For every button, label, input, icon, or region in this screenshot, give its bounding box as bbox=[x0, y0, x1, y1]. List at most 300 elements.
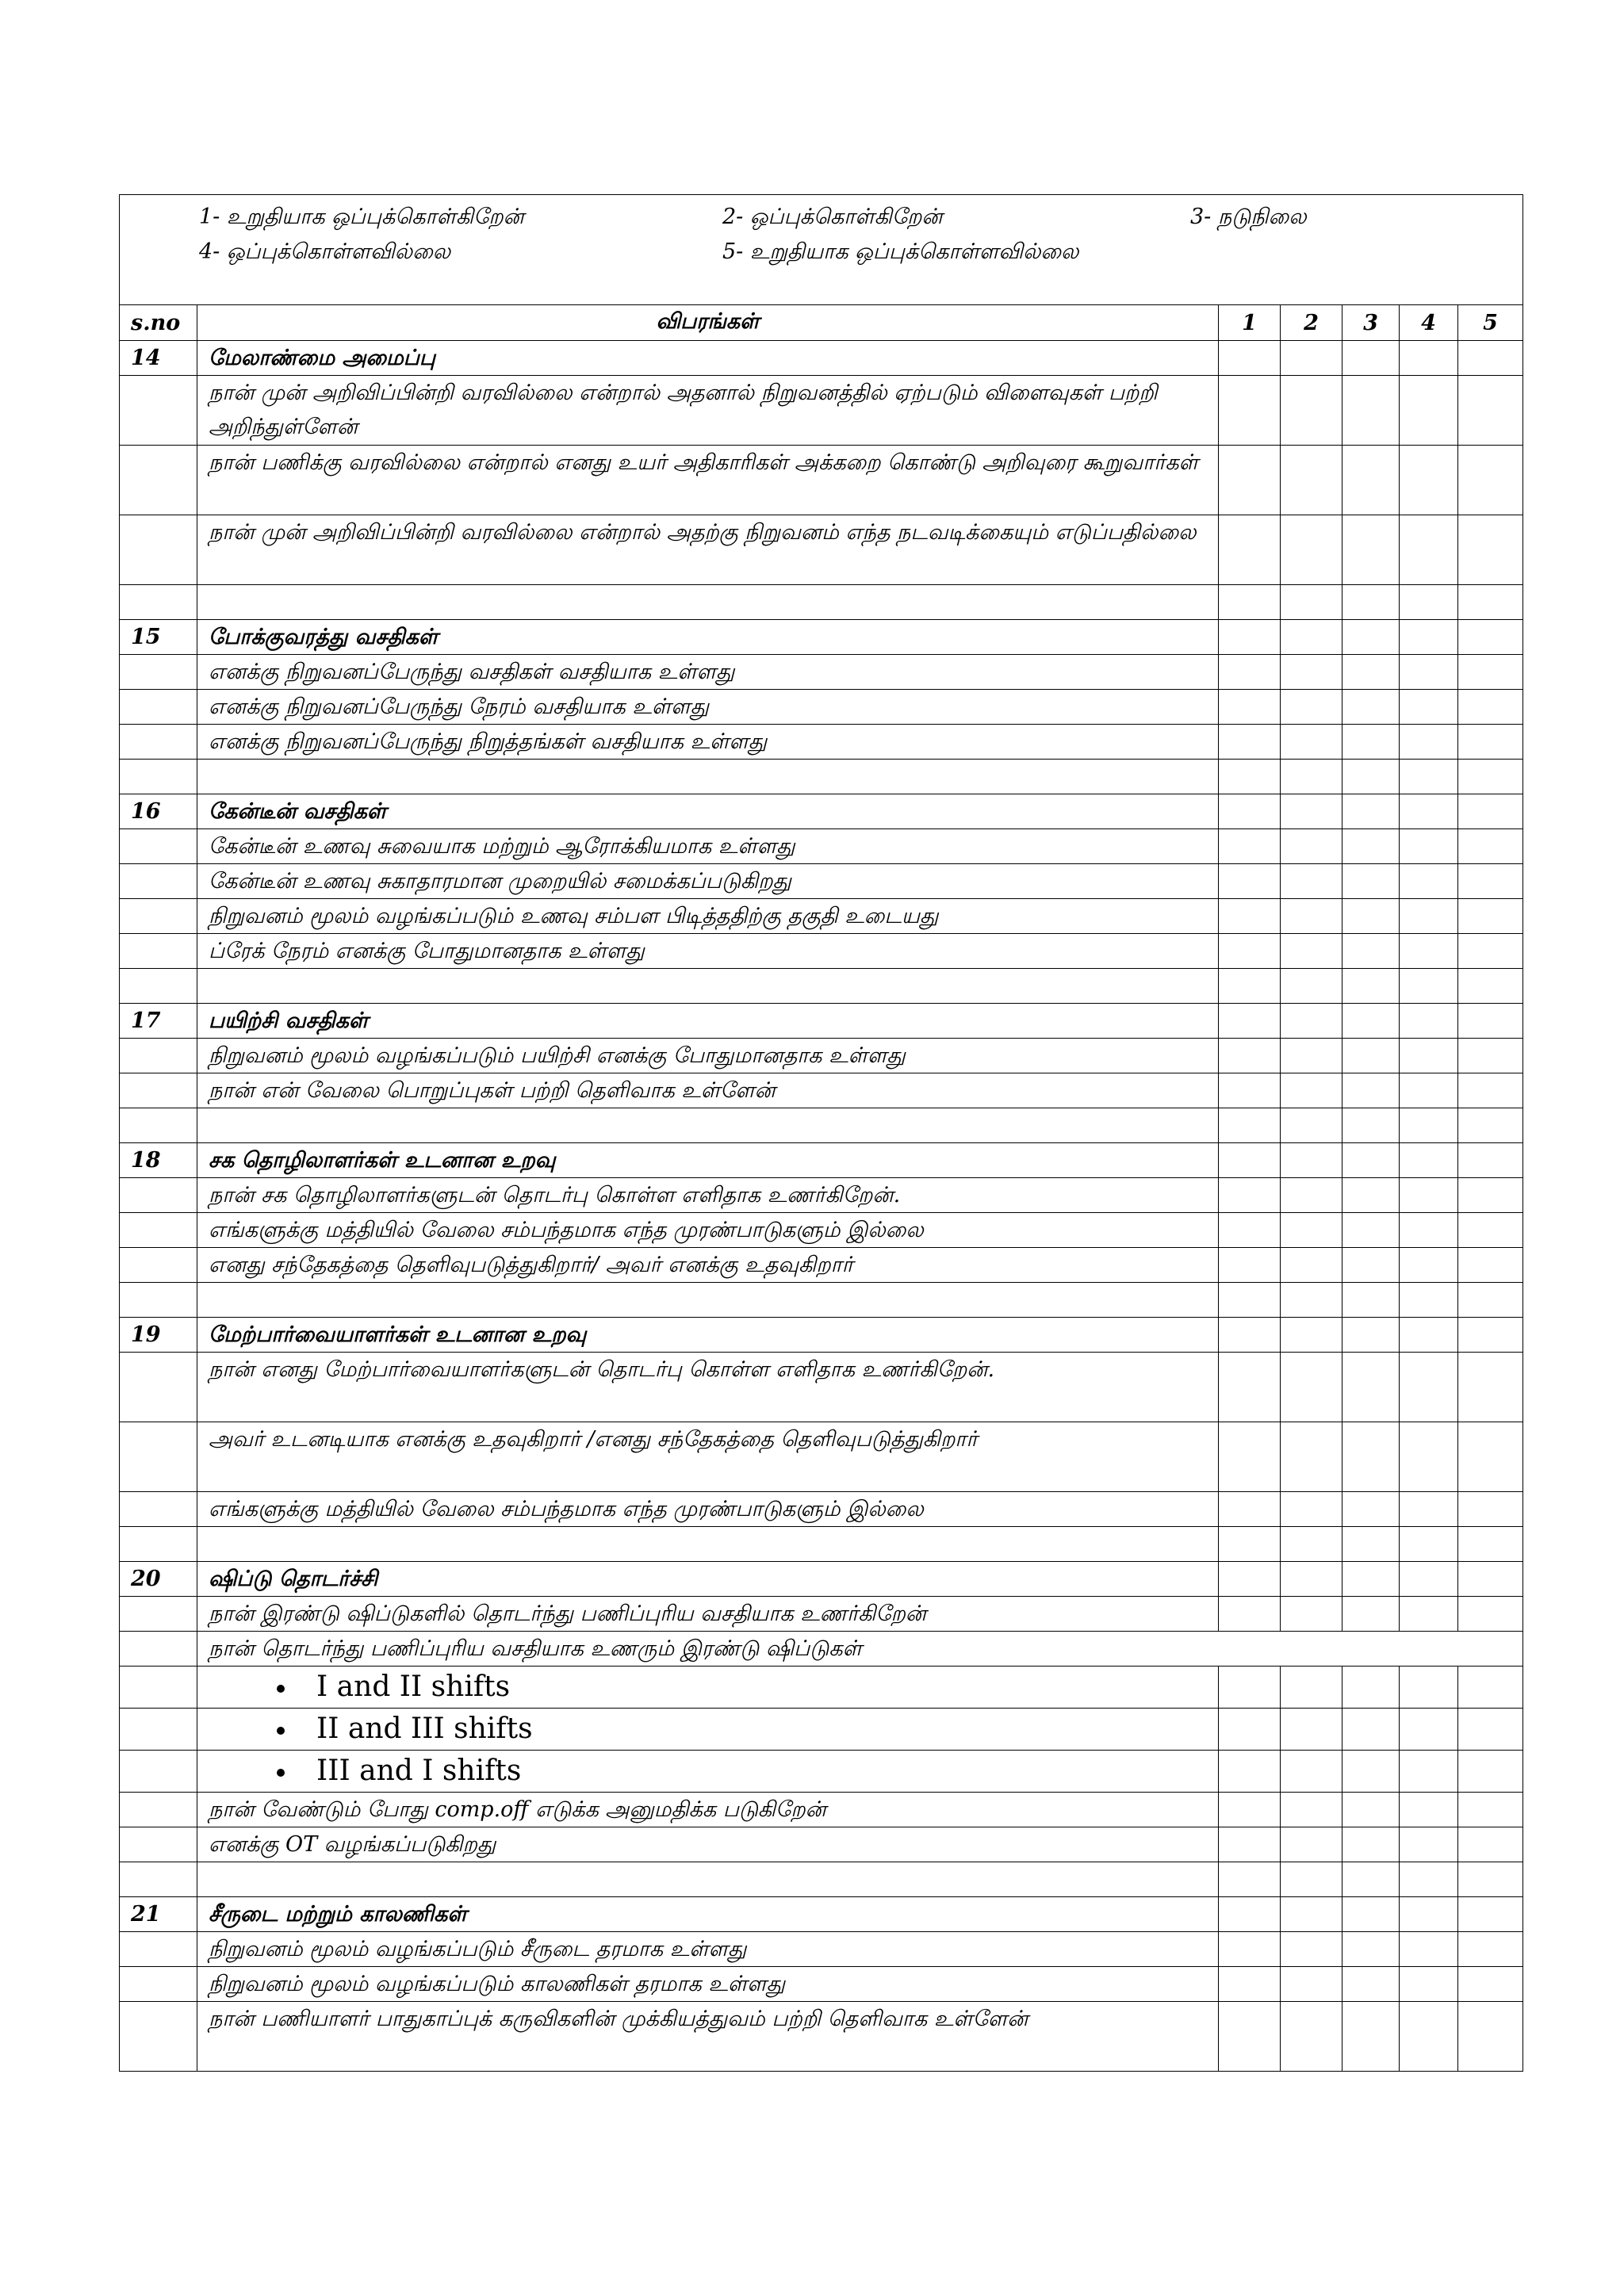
score-cell-5[interactable] bbox=[1458, 1143, 1523, 1178]
score-cell-3[interactable] bbox=[1342, 1709, 1400, 1751]
score-cell-2[interactable] bbox=[1281, 1562, 1342, 1597]
score-cell-3[interactable] bbox=[1342, 655, 1400, 690]
rating-legend bbox=[120, 195, 1523, 305]
row-sno bbox=[120, 1527, 197, 1562]
row-sno bbox=[120, 1751, 197, 1793]
score-cell-2[interactable] bbox=[1281, 1073, 1342, 1108]
score-cell-5[interactable] bbox=[1458, 655, 1523, 690]
score-cell-5[interactable] bbox=[1458, 376, 1523, 446]
item-text bbox=[197, 969, 1219, 1004]
item-text: எனக்கு நிறுவனப்பேருந்து வசதிகள் வசதியாக உள்ளது bbox=[197, 655, 1219, 690]
score-cell-3[interactable] bbox=[1342, 620, 1400, 655]
score-cell-3[interactable] bbox=[1342, 1073, 1400, 1108]
score-cell-1[interactable] bbox=[1219, 829, 1281, 864]
score-cell-1[interactable] bbox=[1219, 1108, 1281, 1143]
questionnaire-table bbox=[119, 194, 1523, 2072]
score-cell-2[interactable] bbox=[1281, 1709, 1342, 1751]
shift-option bbox=[197, 1709, 1219, 1751]
score-cell-4[interactable] bbox=[1400, 725, 1458, 760]
score-cell-2[interactable] bbox=[1281, 1527, 1342, 1562]
score-cell-1[interactable] bbox=[1219, 794, 1281, 829]
row-sno bbox=[120, 1932, 197, 1967]
item-text: எனக்கு நிறுவனப்பேருந்து நேரம் வசதியாக உள்ளது bbox=[197, 690, 1219, 725]
row-sno bbox=[120, 1248, 197, 1283]
score-cell-2[interactable] bbox=[1281, 1492, 1342, 1527]
score-cell-3[interactable] bbox=[1342, 1793, 1400, 1827]
row-sno: 17 bbox=[120, 1004, 197, 1039]
score-cell-1[interactable] bbox=[1219, 1597, 1281, 1632]
item-row bbox=[120, 1492, 1523, 1527]
score-cell-3[interactable] bbox=[1342, 1667, 1400, 1709]
score-cell-5[interactable] bbox=[1458, 934, 1523, 969]
score-cell-1[interactable] bbox=[1219, 1932, 1281, 1967]
row-sno bbox=[120, 1862, 197, 1897]
score-cell-2[interactable] bbox=[1281, 1004, 1342, 1039]
score-cell-5[interactable] bbox=[1458, 1751, 1523, 1793]
score-cell-2[interactable] bbox=[1281, 2002, 1342, 2072]
score-cell-2[interactable] bbox=[1281, 1827, 1342, 1862]
header-score-1: 1 bbox=[1219, 305, 1281, 341]
score-cell-3[interactable] bbox=[1342, 1004, 1400, 1039]
shift-option bbox=[197, 1667, 1219, 1709]
score-cell-4[interactable] bbox=[1400, 1827, 1458, 1862]
item-text bbox=[197, 585, 1219, 620]
score-cell-1[interactable] bbox=[1219, 1967, 1281, 2002]
score-cell-3[interactable] bbox=[1342, 2002, 1400, 2072]
score-cell-5[interactable] bbox=[1458, 899, 1523, 934]
score-cell-2[interactable] bbox=[1281, 1793, 1342, 1827]
score-cell-1[interactable] bbox=[1219, 969, 1281, 1004]
row-sno bbox=[120, 376, 197, 446]
score-cell-3[interactable] bbox=[1342, 760, 1400, 794]
score-cell-3[interactable] bbox=[1342, 1527, 1400, 1562]
score-cell-5[interactable] bbox=[1458, 1108, 1523, 1143]
score-cell-3[interactable] bbox=[1342, 1248, 1400, 1283]
score-cell-2[interactable] bbox=[1281, 341, 1342, 376]
item-row bbox=[120, 515, 1523, 585]
score-cell-2[interactable] bbox=[1281, 725, 1342, 760]
item-text bbox=[197, 760, 1219, 794]
score-cell-1[interactable] bbox=[1219, 760, 1281, 794]
section-title: போக்குவரத்து வசதிகள் bbox=[197, 620, 1219, 655]
score-cell-1[interactable] bbox=[1219, 1283, 1281, 1318]
score-cell-5[interactable] bbox=[1458, 515, 1523, 585]
score-cell-1[interactable] bbox=[1219, 376, 1281, 446]
score-cell-4[interactable] bbox=[1400, 1143, 1458, 1178]
header-sno: s.no bbox=[120, 305, 197, 341]
score-cell-3[interactable] bbox=[1342, 934, 1400, 969]
score-cell-4[interactable] bbox=[1400, 1932, 1458, 1967]
score-cell-1[interactable] bbox=[1219, 1039, 1281, 1073]
score-cell-5[interactable] bbox=[1458, 446, 1523, 515]
score-cell-2[interactable] bbox=[1281, 1353, 1342, 1422]
bullet-icon bbox=[277, 1685, 285, 1693]
item-text bbox=[197, 1283, 1219, 1318]
score-cell-4[interactable] bbox=[1400, 829, 1458, 864]
section-title: கேன்டீன் வசதிகள் bbox=[197, 794, 1219, 829]
score-cell-2[interactable] bbox=[1281, 934, 1342, 969]
score-cell-1[interactable] bbox=[1219, 899, 1281, 934]
section-row bbox=[120, 1318, 1523, 1353]
row-sno bbox=[120, 1709, 197, 1751]
score-cell-3[interactable] bbox=[1342, 446, 1400, 515]
score-cell-5[interactable] bbox=[1458, 1597, 1523, 1632]
row-sno bbox=[120, 1178, 197, 1213]
item-text bbox=[197, 1108, 1219, 1143]
score-cell-1[interactable] bbox=[1219, 1897, 1281, 1932]
score-cell-1[interactable] bbox=[1219, 1248, 1281, 1283]
score-cell-3[interactable] bbox=[1342, 1108, 1400, 1143]
score-cell-4[interactable] bbox=[1400, 620, 1458, 655]
score-cell-2[interactable] bbox=[1281, 1108, 1342, 1143]
header-score-2: 2 bbox=[1281, 305, 1342, 341]
score-cell-4[interactable] bbox=[1400, 1562, 1458, 1597]
row-sno: 16 bbox=[120, 794, 197, 829]
score-cell-2[interactable] bbox=[1281, 1597, 1342, 1632]
score-cell-3[interactable] bbox=[1342, 1897, 1400, 1932]
score-cell-5[interactable] bbox=[1458, 1862, 1523, 1897]
score-cell-4[interactable] bbox=[1400, 1667, 1458, 1709]
score-cell-4[interactable] bbox=[1400, 1862, 1458, 1897]
row-sno: 20 bbox=[120, 1562, 197, 1597]
bullet-icon bbox=[277, 1727, 285, 1735]
shift-option-label: I and II shifts bbox=[316, 1670, 511, 1703]
item-row bbox=[120, 1597, 1523, 1632]
score-cell-3[interactable] bbox=[1342, 1353, 1400, 1422]
score-cell-3[interactable] bbox=[1342, 1213, 1400, 1248]
spacer-row bbox=[120, 760, 1523, 794]
score-cell-1[interactable] bbox=[1219, 1827, 1281, 1862]
score-cell-1[interactable] bbox=[1219, 2002, 1281, 2072]
score-cell-2[interactable] bbox=[1281, 1039, 1342, 1073]
score-cell-2[interactable] bbox=[1281, 1213, 1342, 1248]
item-text: நான் என் வேலை பொறுப்புகள் பற்றி தெளிவாக உள்ளேன் bbox=[197, 1073, 1219, 1108]
shift-option-label: II and III shifts bbox=[316, 1712, 533, 1745]
score-cell-2[interactable] bbox=[1281, 1248, 1342, 1283]
score-cell-1[interactable] bbox=[1219, 864, 1281, 899]
item-row bbox=[120, 1039, 1523, 1073]
score-cell-3[interactable] bbox=[1342, 1862, 1400, 1897]
score-cell-3[interactable] bbox=[1342, 515, 1400, 585]
score-cell-1[interactable] bbox=[1219, 1213, 1281, 1248]
bullet-icon bbox=[277, 1769, 285, 1777]
score-cell-5[interactable] bbox=[1458, 725, 1523, 760]
item-row bbox=[120, 725, 1523, 760]
score-cell-2[interactable] bbox=[1281, 690, 1342, 725]
score-cell-3[interactable] bbox=[1342, 690, 1400, 725]
score-cell-1[interactable] bbox=[1219, 620, 1281, 655]
score-cell-4[interactable] bbox=[1400, 1283, 1458, 1318]
score-cell-1[interactable] bbox=[1219, 1353, 1281, 1422]
score-cell-5[interactable] bbox=[1458, 1422, 1523, 1492]
score-cell-2[interactable] bbox=[1281, 1143, 1342, 1178]
score-cell-2[interactable] bbox=[1281, 829, 1342, 864]
row-sno bbox=[120, 515, 197, 585]
score-cell-3[interactable] bbox=[1342, 376, 1400, 446]
score-cell-5[interactable] bbox=[1458, 690, 1523, 725]
score-cell-1[interactable] bbox=[1219, 1143, 1281, 1178]
item-text: கேன்டீன் உணவு சுகாதாரமான முறையில் சமைக்கப்படுகிறது bbox=[197, 864, 1219, 899]
item-text: நான் வேண்டும் போது comp.off எடுக்க அனுமதிக்க படுகிறேன் bbox=[197, 1793, 1219, 1827]
score-cell-5[interactable] bbox=[1458, 760, 1523, 794]
score-cell-5[interactable] bbox=[1458, 1213, 1523, 1248]
score-cell-1[interactable] bbox=[1219, 725, 1281, 760]
score-cell-4[interactable] bbox=[1400, 1751, 1458, 1793]
score-cell-2[interactable] bbox=[1281, 1932, 1342, 1967]
score-cell-5[interactable] bbox=[1458, 1318, 1523, 1353]
item-text: நான் எனது மேற்பார்வையாளர்களுடன் தொடர்பு கொள்ள எளிதாக உணர்கிறேன். bbox=[197, 1353, 1219, 1422]
row-sno bbox=[120, 446, 197, 515]
score-cell-4[interactable] bbox=[1400, 1004, 1458, 1039]
score-cell-2[interactable] bbox=[1281, 515, 1342, 585]
item-text: நான் பணிக்கு வரவில்லை என்றால் எனது உயர் அதிகாரிகள் அக்கறை கொண்டு அறிவுரை கூறுவார்கள் bbox=[197, 446, 1219, 515]
score-cell-4[interactable] bbox=[1400, 899, 1458, 934]
score-cell-4[interactable] bbox=[1400, 1897, 1458, 1932]
header-row bbox=[120, 305, 1523, 341]
score-cell-1[interactable] bbox=[1219, 1562, 1281, 1597]
item-row bbox=[120, 1709, 1523, 1751]
score-cell-3[interactable] bbox=[1342, 1039, 1400, 1073]
item-text: நிறுவனம் மூலம் வழங்கப்படும் சீருடை தரமாக உள்ளது bbox=[197, 1932, 1219, 1967]
score-cell-5[interactable] bbox=[1458, 1073, 1523, 1108]
score-cell-3[interactable] bbox=[1342, 1827, 1400, 1862]
score-cell-4[interactable] bbox=[1400, 864, 1458, 899]
score-cell-5[interactable] bbox=[1458, 1283, 1523, 1318]
item-text: நான் முன் அறிவிப்பின்றி வரவில்லை என்றால் அதற்கு நிறுவனம் எந்த நடவடிக்கையும் எடுப்பதில்லை bbox=[197, 515, 1219, 585]
row-sno bbox=[120, 1597, 197, 1632]
score-cell-1[interactable] bbox=[1219, 1667, 1281, 1709]
section-row bbox=[120, 794, 1523, 829]
score-cell-4[interactable] bbox=[1400, 1492, 1458, 1527]
score-cell-2[interactable] bbox=[1281, 376, 1342, 446]
item-row bbox=[120, 1751, 1523, 1793]
score-cell-3[interactable] bbox=[1342, 725, 1400, 760]
score-cell-1[interactable] bbox=[1219, 1751, 1281, 1793]
score-cell-2[interactable] bbox=[1281, 794, 1342, 829]
score-cell-4[interactable] bbox=[1400, 1967, 1458, 2002]
score-cell-5[interactable] bbox=[1458, 1353, 1523, 1422]
header-score-5: 5 bbox=[1458, 305, 1523, 341]
score-cell-2[interactable] bbox=[1281, 655, 1342, 690]
score-cell-4[interactable] bbox=[1400, 341, 1458, 376]
score-cell-4[interactable] bbox=[1400, 1178, 1458, 1213]
legend-2: 2- ஒப்புக்கொள்கிறேன் bbox=[722, 205, 943, 229]
score-cell-4[interactable] bbox=[1400, 655, 1458, 690]
row-sno bbox=[120, 1283, 197, 1318]
score-cell-4[interactable] bbox=[1400, 1353, 1458, 1422]
score-cell-1[interactable] bbox=[1219, 934, 1281, 969]
score-cell-3[interactable] bbox=[1342, 1318, 1400, 1353]
score-cell-4[interactable] bbox=[1400, 1597, 1458, 1632]
score-cell-4[interactable] bbox=[1400, 2002, 1458, 2072]
score-cell-1[interactable] bbox=[1219, 515, 1281, 585]
score-cell-5[interactable] bbox=[1458, 864, 1523, 899]
score-cell-5[interactable] bbox=[1458, 2002, 1523, 2072]
item-text bbox=[197, 1527, 1219, 1562]
item-row bbox=[120, 1422, 1523, 1492]
score-cell-2[interactable] bbox=[1281, 899, 1342, 934]
score-cell-3[interactable] bbox=[1342, 1178, 1400, 1213]
score-cell-2[interactable] bbox=[1281, 620, 1342, 655]
score-cell-3[interactable] bbox=[1342, 1967, 1400, 2002]
score-cell-1[interactable] bbox=[1219, 1793, 1281, 1827]
score-cell-4[interactable] bbox=[1400, 1527, 1458, 1562]
score-cell-1[interactable] bbox=[1219, 655, 1281, 690]
score-cell-4[interactable] bbox=[1400, 1108, 1458, 1143]
score-cell-4[interactable] bbox=[1400, 1793, 1458, 1827]
score-cell-2[interactable] bbox=[1281, 1862, 1342, 1897]
score-cell-4[interactable] bbox=[1400, 376, 1458, 446]
score-cell-4[interactable] bbox=[1400, 794, 1458, 829]
score-cell-2[interactable] bbox=[1281, 1667, 1342, 1709]
score-cell-2[interactable] bbox=[1281, 969, 1342, 1004]
score-cell-4[interactable] bbox=[1400, 1318, 1458, 1353]
score-cell-3[interactable] bbox=[1342, 864, 1400, 899]
score-cell-1[interactable] bbox=[1219, 1318, 1281, 1353]
spacer-row bbox=[120, 1108, 1523, 1143]
score-cell-5[interactable] bbox=[1458, 1492, 1523, 1527]
score-cell-5[interactable] bbox=[1458, 1178, 1523, 1213]
score-cell-5[interactable] bbox=[1458, 1562, 1523, 1597]
score-cell-5[interactable] bbox=[1458, 585, 1523, 620]
score-cell-5[interactable] bbox=[1458, 1248, 1523, 1283]
score-cell-2[interactable] bbox=[1281, 1318, 1342, 1353]
row-sno bbox=[120, 725, 197, 760]
score-cell-5[interactable] bbox=[1458, 794, 1523, 829]
score-cell-1[interactable] bbox=[1219, 1527, 1281, 1562]
score-cell-5[interactable] bbox=[1458, 1039, 1523, 1073]
score-cell-1[interactable] bbox=[1219, 585, 1281, 620]
item-row bbox=[120, 1632, 1523, 1667]
score-cell-3[interactable] bbox=[1342, 1562, 1400, 1597]
item-text: நான் பணியாளர் பாதுகாப்புக் கருவிகளின் முக்கியத்துவம் பற்றி தெளிவாக உள்ளேன் bbox=[197, 2002, 1219, 2072]
score-cell-3[interactable] bbox=[1342, 1597, 1400, 1632]
score-cell-5[interactable] bbox=[1458, 1667, 1523, 1709]
score-cell-5[interactable] bbox=[1458, 1709, 1523, 1751]
spacer-row bbox=[120, 1283, 1523, 1318]
score-cell-4[interactable] bbox=[1400, 1422, 1458, 1492]
item-row bbox=[120, 1178, 1523, 1213]
score-cell-2[interactable] bbox=[1281, 1751, 1342, 1793]
score-cell-4[interactable] bbox=[1400, 969, 1458, 1004]
row-sno bbox=[120, 1667, 197, 1709]
score-cell-3[interactable] bbox=[1342, 341, 1400, 376]
score-cell-4[interactable] bbox=[1400, 1709, 1458, 1751]
score-cell-1[interactable] bbox=[1219, 1422, 1281, 1492]
score-cell-2[interactable] bbox=[1281, 760, 1342, 794]
item-row bbox=[120, 690, 1523, 725]
score-cell-4[interactable] bbox=[1400, 1073, 1458, 1108]
item-row bbox=[120, 899, 1523, 934]
score-cell-4[interactable] bbox=[1400, 1039, 1458, 1073]
score-cell-5[interactable] bbox=[1458, 620, 1523, 655]
score-cell-5[interactable] bbox=[1458, 1827, 1523, 1862]
score-cell-5[interactable] bbox=[1458, 969, 1523, 1004]
score-cell-2[interactable] bbox=[1281, 1178, 1342, 1213]
section-row bbox=[120, 1562, 1523, 1597]
item-row bbox=[120, 1932, 1523, 1967]
score-cell-2[interactable] bbox=[1281, 1422, 1342, 1492]
score-cell-1[interactable] bbox=[1219, 1178, 1281, 1213]
section-row bbox=[120, 1897, 1523, 1932]
legend-4: 4- ஒப்புக்கொள்ளவில்லை bbox=[199, 239, 451, 264]
score-cell-4[interactable] bbox=[1400, 934, 1458, 969]
section-row bbox=[120, 1004, 1523, 1039]
shift-option bbox=[197, 1751, 1219, 1793]
score-cell-3[interactable] bbox=[1342, 899, 1400, 934]
score-cell-5[interactable] bbox=[1458, 341, 1523, 376]
section-row bbox=[120, 1143, 1523, 1178]
score-cell-3[interactable] bbox=[1342, 1283, 1400, 1318]
score-cell-3[interactable] bbox=[1342, 794, 1400, 829]
legend-1: 1- உறுதியாக ஒப்புக்கொள்கிறேன் bbox=[199, 205, 524, 229]
item-text: நான் முன் அறிவிப்பின்றி வரவில்லை என்றால் அதனால் நிறுவனத்தில் ஏற்படும் விளைவுகள் பற்றி அறிந்துள்ளேன் bbox=[197, 376, 1219, 446]
score-cell-3[interactable] bbox=[1342, 829, 1400, 864]
score-cell-4[interactable] bbox=[1400, 585, 1458, 620]
score-cell-4[interactable] bbox=[1400, 1248, 1458, 1283]
score-cell-1[interactable] bbox=[1219, 1862, 1281, 1897]
section-title: பயிற்சி வசதிகள் bbox=[197, 1004, 1219, 1039]
score-cell-5[interactable] bbox=[1458, 1004, 1523, 1039]
item-text: எனது சந்தேகத்தை தெளிவுபடுத்துகிறார்/ அவர் எனக்கு உதவுகிறார் bbox=[197, 1248, 1219, 1283]
score-cell-3[interactable] bbox=[1342, 1492, 1400, 1527]
score-cell-2[interactable] bbox=[1281, 864, 1342, 899]
score-cell-3[interactable] bbox=[1342, 1751, 1400, 1793]
item-row bbox=[120, 1248, 1523, 1283]
score-cell-1[interactable] bbox=[1219, 690, 1281, 725]
spacer-row bbox=[120, 1862, 1523, 1897]
score-cell-4[interactable] bbox=[1400, 515, 1458, 585]
score-cell-4[interactable] bbox=[1400, 446, 1458, 515]
score-cell-5[interactable] bbox=[1458, 1527, 1523, 1562]
row-sno bbox=[120, 1073, 197, 1108]
score-cell-3[interactable] bbox=[1342, 1143, 1400, 1178]
score-cell-1[interactable] bbox=[1219, 1073, 1281, 1108]
item-text: நான் தொடர்ந்து பணிப்புரிய வசதியாக உணரும் இரண்டு ஷிப்டுகள் bbox=[197, 1632, 1523, 1667]
item-row bbox=[120, 1213, 1523, 1248]
score-cell-3[interactable] bbox=[1342, 585, 1400, 620]
row-sno bbox=[120, 1039, 197, 1073]
score-cell-5[interactable] bbox=[1458, 1932, 1523, 1967]
score-cell-1[interactable] bbox=[1219, 1492, 1281, 1527]
score-cell-5[interactable] bbox=[1458, 1967, 1523, 2002]
score-cell-5[interactable] bbox=[1458, 1793, 1523, 1827]
row-sno bbox=[120, 760, 197, 794]
score-cell-5[interactable] bbox=[1458, 1897, 1523, 1932]
spacer-row bbox=[120, 969, 1523, 1004]
score-cell-1[interactable] bbox=[1219, 446, 1281, 515]
row-sno: 14 bbox=[120, 341, 197, 376]
item-text: நிறுவனம் மூலம் வழங்கப்படும் உணவு சம்பள பிடித்ததிற்கு தகுதி உடையது bbox=[197, 899, 1219, 934]
score-cell-2[interactable] bbox=[1281, 1897, 1342, 1932]
score-cell-4[interactable] bbox=[1400, 1213, 1458, 1248]
score-cell-1[interactable] bbox=[1219, 1709, 1281, 1751]
score-cell-2[interactable] bbox=[1281, 585, 1342, 620]
legend-3: 3- நடுநிலை bbox=[1190, 205, 1307, 229]
score-cell-1[interactable] bbox=[1219, 1004, 1281, 1039]
score-cell-2[interactable] bbox=[1281, 1283, 1342, 1318]
score-cell-2[interactable] bbox=[1281, 1967, 1342, 2002]
score-cell-3[interactable] bbox=[1342, 969, 1400, 1004]
score-cell-3[interactable] bbox=[1342, 1932, 1400, 1967]
score-cell-4[interactable] bbox=[1400, 760, 1458, 794]
score-cell-5[interactable] bbox=[1458, 829, 1523, 864]
score-cell-4[interactable] bbox=[1400, 690, 1458, 725]
score-cell-1[interactable] bbox=[1219, 341, 1281, 376]
score-cell-2[interactable] bbox=[1281, 446, 1342, 515]
score-cell-3[interactable] bbox=[1342, 1422, 1400, 1492]
row-sno bbox=[120, 585, 197, 620]
